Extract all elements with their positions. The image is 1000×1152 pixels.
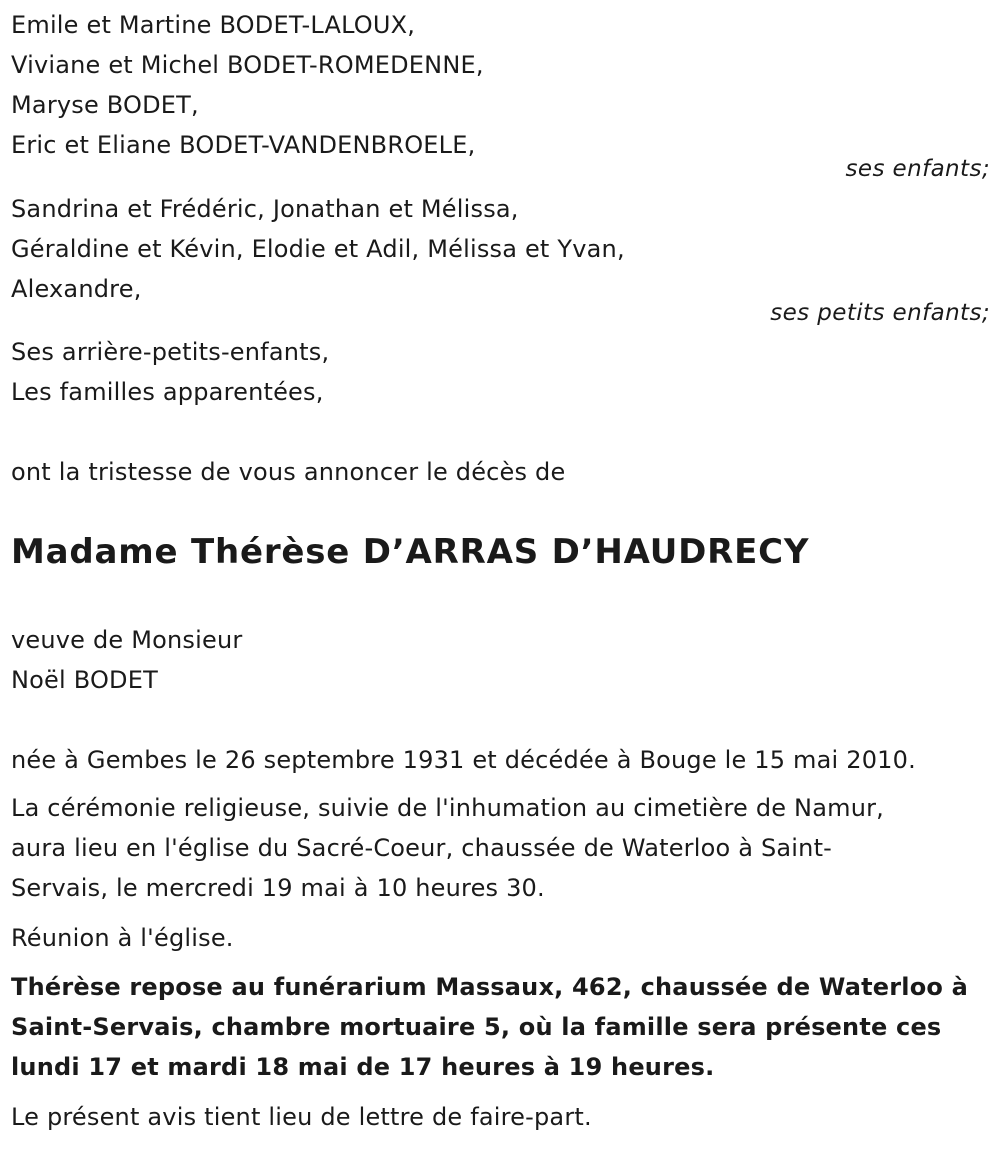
ceremony-line: Servais, le mercredi 19 mai à 10 heures 30. <box>11 874 545 902</box>
funeral-home-line: Saint-Servais, chambre mortuaire 5, où la famille sera présente ces <box>11 1013 942 1041</box>
deceased-name: Madame Thérèse D’ARRAS D’HAUDRECY <box>11 532 810 572</box>
family-member-line: Eric et Eliane BODET-VANDENBROELE, <box>11 131 476 159</box>
spouse-name: Noël BODET <box>11 666 158 694</box>
family-member-line: Emile et Martine BODET-LALOUX, <box>11 11 416 39</box>
family-member-line: Ses arrière-petits-enfants, <box>11 338 330 366</box>
family-member-line: Viviane et Michel BODET-ROMEDENNE, <box>11 51 484 79</box>
ceremony-line: aura lieu en l'église du Sacré-Coeur, chaussée de Waterloo à Saint- <box>11 834 833 862</box>
birth-death-text: née à Gembes le 26 septembre 1931 et décédée à Bouge le 15 mai 2010. <box>11 746 916 774</box>
announcement-text: ont la tristesse de vous annoncer le décès de <box>11 458 566 486</box>
ceremony-line: La cérémonie religieuse, suivie de l'inhumation au cimetière de Namur, <box>11 794 884 822</box>
funeral-home-line: lundi 17 et mardi 18 mai de 17 heures à 19 heures. <box>11 1053 715 1081</box>
funeral-home-line: Thérèse repose au funérarium Massaux, 462, chaussée de Waterloo à <box>11 973 969 1001</box>
grandchildren-role-label: ses petits enfants; <box>770 300 990 326</box>
closing-text: Le présent avis tient lieu de lettre de faire-part. <box>11 1103 592 1131</box>
family-member-line: Géraldine et Kévin, Elodie et Adil, Mélissa et Yvan, <box>11 235 625 263</box>
children-role-label: ses enfants; <box>845 156 990 182</box>
widow-of-line: veuve de Monsieur <box>11 626 243 654</box>
family-member-line: Maryse BODET, <box>11 91 199 119</box>
family-member-line: Sandrina et Frédéric, Jonathan et Mélissa, <box>11 195 519 223</box>
family-member-line: Alexandre, <box>11 275 142 303</box>
meeting-text: Réunion à l'église. <box>11 924 234 952</box>
family-member-line: Les familles apparentées, <box>11 378 324 406</box>
